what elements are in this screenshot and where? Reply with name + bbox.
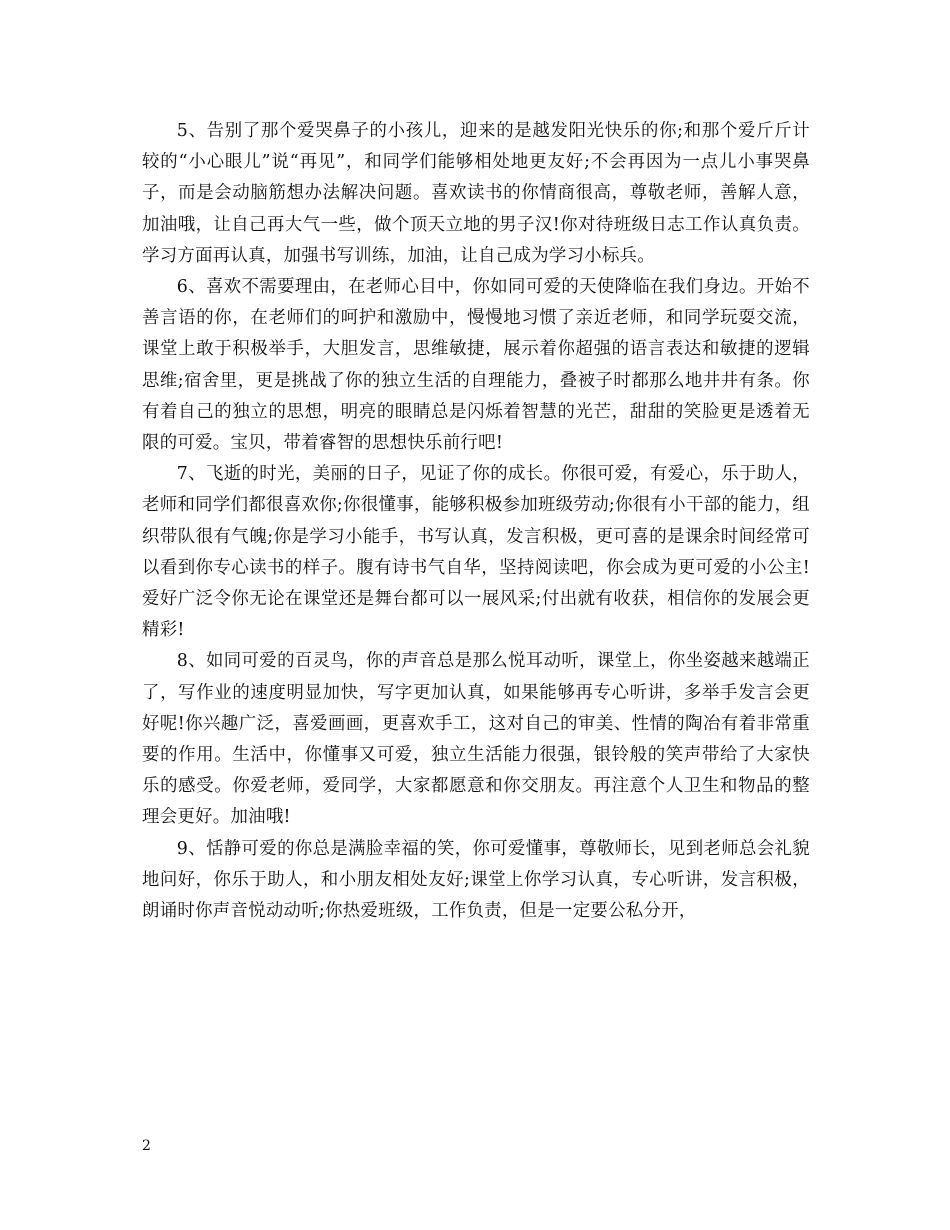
paragraph-9: 9、恬静可爱的你总是满脸幸福的笑，你可爱懂事，尊敬师长，见到老师总会礼貌地问好，你乐于助人，和小朋友相处友好;课堂上你学习认真，专心听讲，发言积极，朗诵时你声音悦动动听;你热爱班级，工作负责，但是一定要公私分开， bbox=[142, 838, 810, 922]
paragraph-6: 6、喜欢不需要理由，在老师心目中，你如同可爱的天使降临在我们身边。开始不善言语的你，在老师们的呵护和激励中，慢慢地习惯了亲近老师，和同学玩耍交流，课堂上敢于积极举手，大胆发言，思维敏捷，展示着你超强的语言表达和敏捷的逻辑思维;宿舍里，更是挑战了你的独立生活的自理能力，叠被子时都那么地井井有条。你有着自己的独立的思想，明亮的眼睛总是闪烁着智慧的光芒，甜甜的笑脸更是透着无限的可爱。宝贝，带着睿智的思想快乐前行吧! bbox=[142, 277, 810, 454]
paragraph-8: 8、如同可爱的百灵鸟，你的声音总是那么悦耳动听，课堂上，你坐姿越来越端正了，写作业的速度明显加快，写字更加认真，如果能够再专心听讲，多举手发言会更好呢!你兴趣广泛，喜爱画画，更喜欢手工，这对自己的审美、性情的陶冶有着非常重要的作用。生活中，你懂事又可爱，独立生活能力很强，银铃般的笑声带给了大家快乐的感受。你爱老师，爱同学，大家都愿意和你交朋友。再注意个人卫生和物品的整理会更好。加油哦! bbox=[142, 651, 810, 828]
paragraph-5: 5、告别了那个爱哭鼻子的小孩儿，迎来的是越发阳光快乐的你;和那个爱斤斤计较的“小心眼儿”说“再见”，和同学们能够相处地更友好;不会再因为一点儿小事哭鼻子，而是会动脑筋想办法解决问题。喜欢读书的你情商很高，尊敬老师，善解人意，加油哦，让自己再大气一些，做个顶天立地的男子汉!你对待班级日志工作认真负责。学习方面再认真，加强书写训练，加油，让自己成为学习小标兵。 bbox=[142, 121, 810, 266]
document-body bbox=[142, 116, 810, 927]
paragraph-7: 7、飞逝的时光，美丽的日子，见证了你的成长。你很可爱，有爱心，乐于助人，老师和同学们都很喜欢你;你很懂事，能够积极参加班级劳动;你很有小干部的能力，组织带队很有气魄;你是学习小能手，书写认真，发言积极，更可喜的是课余时间经常可以看到你专心读书的样子。腹有诗书气自华，坚持阅读吧，你会成为更可爱的小公主!爱好广泛令你无论在课堂还是舞台都可以一展风采;付出就有收获，相信你的发展会更精彩! bbox=[142, 464, 810, 641]
page-number: 2 bbox=[142, 1138, 151, 1154]
